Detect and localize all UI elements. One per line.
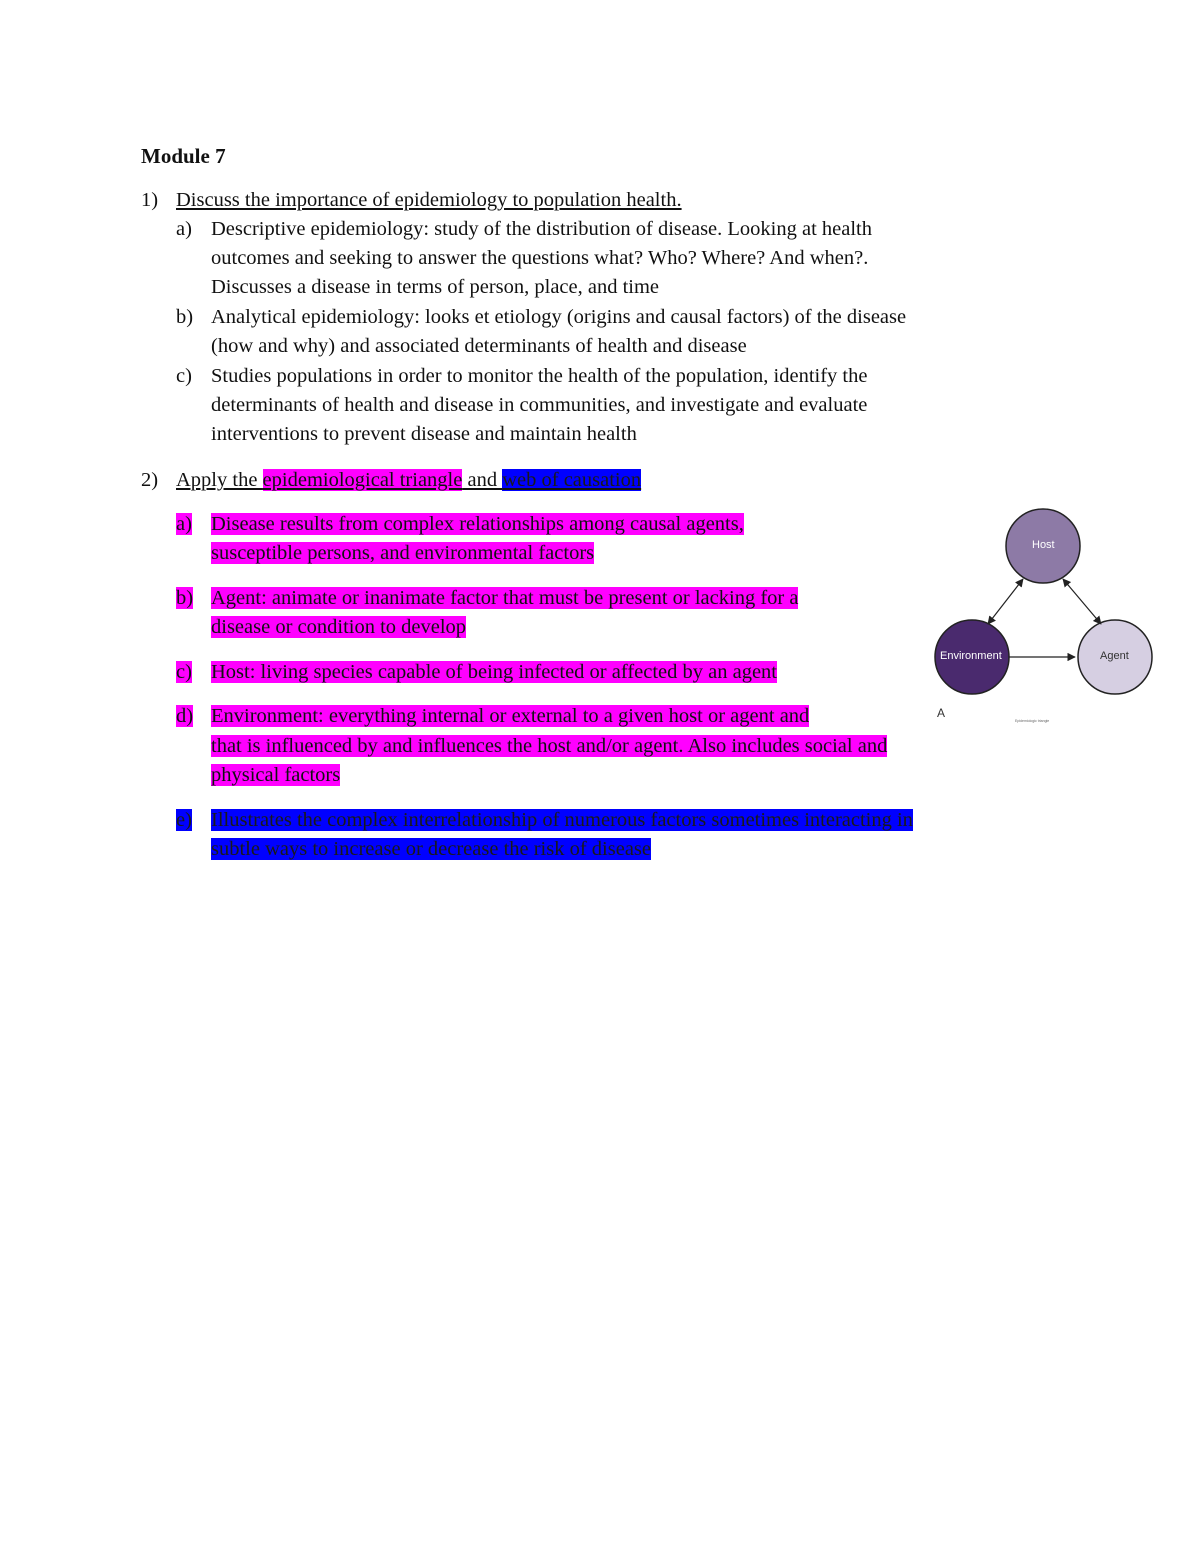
list-item-line: (how and why) and associated determinants of health and disease: [211, 335, 747, 357]
term-web-of-causation: web of causation: [502, 469, 642, 491]
list-item-line: that is influenced by and influences the host and/or agent. Also includes social and: [211, 735, 888, 757]
list-item-line: Environment: everything internal or external to a given host or agent and: [211, 705, 810, 727]
question-number: 2): [141, 469, 159, 491]
host-label: Host: [1032, 539, 1055, 551]
list-marker: c): [176, 365, 192, 387]
list-item-line: Discusses a disease in terms of person, place, and time: [211, 276, 660, 298]
list-item-line: subtle ways to increase or decrease the risk of disease: [211, 838, 652, 860]
term-epidemiological-triangle: epidemiological triangle: [262, 469, 463, 491]
list-item-line: Descriptive epidemiology: study of the distribution of disease. Looking at health: [211, 218, 872, 240]
list-item-line: determinants of health and disease in communities, and investigate and evaluate: [211, 394, 868, 416]
figure-caption: Epidemiologic triangle: [1015, 719, 1050, 723]
epidemiologic-triangle-diagram: [925, 502, 1165, 732]
host-environment-arrow: [988, 579, 1023, 624]
list-marker: e): [176, 809, 192, 831]
question-text-before: Apply the: [176, 469, 263, 491]
list-item-line: Agent: animate or inanimate factor that must be present or lacking for a: [211, 587, 799, 609]
list-item-line: Studies populations in order to monitor the health of the population, identify the: [211, 365, 868, 387]
figure-letter: A: [937, 706, 946, 720]
question-number: 1): [141, 189, 159, 211]
list-marker: b): [176, 587, 194, 609]
agent-label: Agent: [1100, 650, 1129, 662]
list-marker: c): [176, 661, 192, 683]
question-text-mid: and: [462, 469, 503, 491]
list-item-line: Illustrates the complex interrelationship of numerous factors sometimes interacting in: [211, 809, 913, 831]
list-item-line: physical factors: [211, 764, 341, 786]
host-agent-arrow: [1063, 579, 1101, 624]
environment-label: Environment: [940, 650, 1002, 662]
list-item-line: outcomes and seeking to answer the questions what? Who? Where? And when?.: [211, 247, 869, 269]
list-marker: d): [176, 705, 194, 727]
list-item-line: Analytical epidemiology: looks et etiology (origins and causal factors) of the disease: [211, 306, 907, 328]
page-title: Module 7: [141, 144, 226, 168]
list-item-line: interventions to prevent disease and maintain health: [211, 423, 637, 445]
list-marker: a): [176, 513, 192, 535]
list-item-line: Disease results from complex relationships among causal agents,: [211, 513, 744, 535]
list-marker: b): [176, 306, 194, 328]
list-item-line: disease or condition to develop: [211, 616, 467, 638]
question-text: [176, 466, 641, 496]
question-text: Discuss the importance of epidemiology to population health.: [176, 189, 682, 211]
list-item-line: Host: living species capable of being infected or affected by an agent: [211, 661, 778, 683]
list-marker: a): [176, 218, 192, 240]
diagram-svg: [925, 502, 1165, 732]
list-item-line: susceptible persons, and environmental factors: [211, 542, 595, 564]
